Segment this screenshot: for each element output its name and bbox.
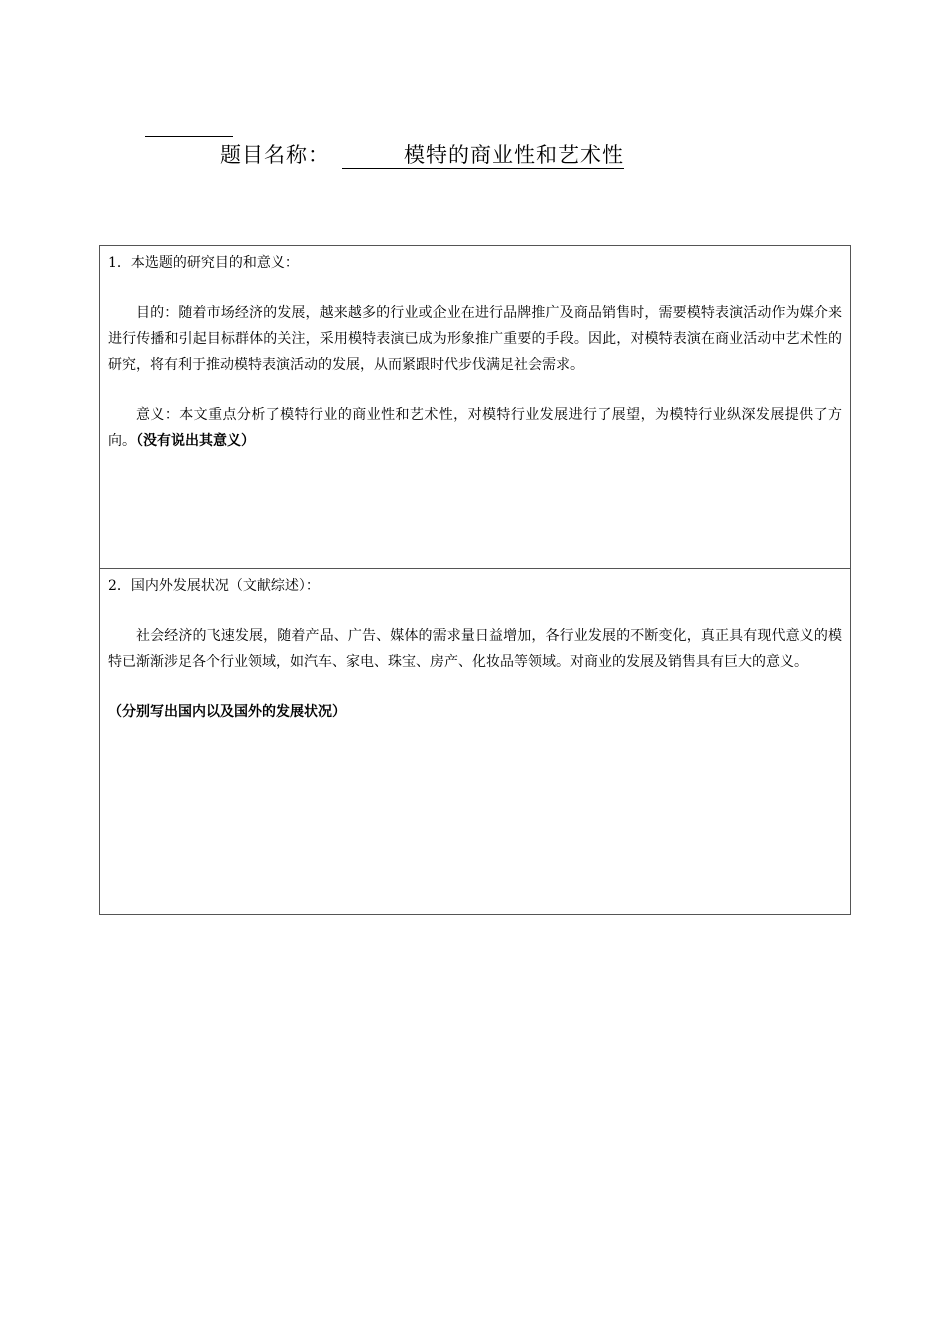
purpose-paragraph: 目的：随着市场经济的发展，越来越多的行业或企业在进行品牌推广及商品销售时，需要模特表演活动作为媒介来进行传播和引起目标群体的关注，采用模特表演已成为形象推广重要的手段。因此，对模特表演在商业活动中艺术性的研究，将有利于推动模特表演活动的发展，从而紧跟时代步伐满足社会需求。	[108, 305, 842, 373]
section-development-status	[100, 568, 850, 914]
section-heading: 1．本选题的研究目的和意义：	[108, 255, 299, 271]
section-purpose-significance	[100, 246, 850, 568]
significance-paragraph	[108, 402, 842, 454]
spacer	[108, 378, 842, 402]
spacer	[108, 276, 842, 300]
topic-title-line	[220, 140, 624, 170]
top-short-rule	[145, 136, 233, 137]
development-paragraph: 社会经济的飞速发展，随着产品、广告、媒体的需求量日益增加，各行业发展的不断变化，真正具有现代意义的模特已渐渐涉足各个行业领域，如汽车、家电、珠宝、房产、化妆品等领域。对商业的发展及销售具有巨大的意义。	[108, 628, 842, 670]
spacer	[108, 675, 842, 699]
development-review-note: （分别写出国内以及国外的发展状况）	[108, 704, 346, 720]
spacer	[108, 599, 842, 623]
section-heading: 2．国内外发展状况（文献综述）：	[108, 578, 320, 594]
topic-title-label: 题目名称：	[220, 143, 330, 167]
significance-review-note: （没有说出其意义）	[136, 433, 255, 449]
significance-text: 意义：本文重点分析了模特行业的商业性和艺术性，对模特行业发展进行了展望，为模特行业纵深发展提供了方向。	[108, 407, 842, 449]
topic-title-value: 模特的商业性和艺术性	[342, 142, 624, 169]
proposal-form-table	[99, 245, 851, 915]
